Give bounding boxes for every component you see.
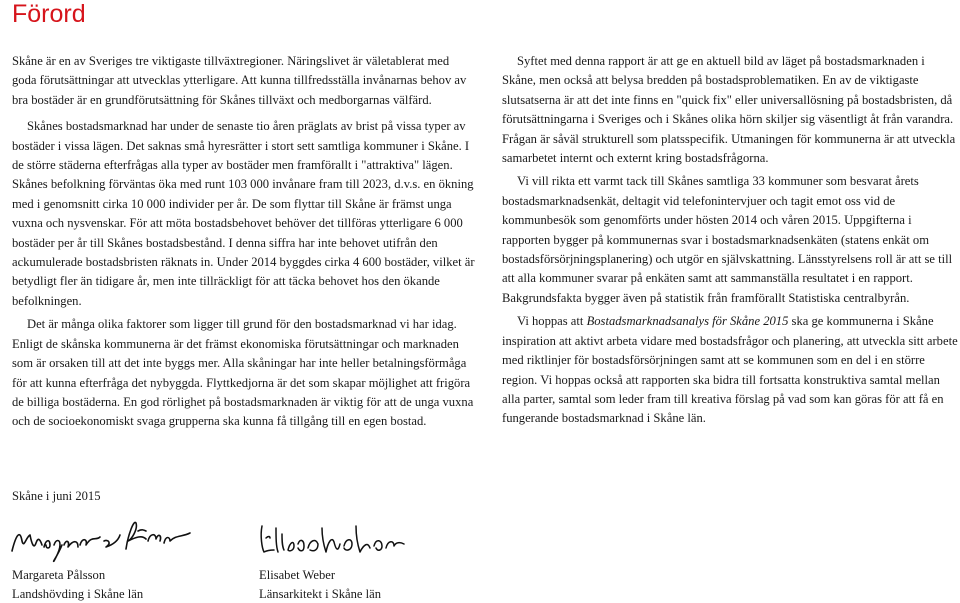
signer-block-1 bbox=[12, 566, 143, 603]
signature-margareta-palsson bbox=[8, 515, 193, 565]
report-title-italic: Bostadsmarknadsanalys för Skåne 2015 bbox=[586, 314, 789, 329]
signer-role: Landshövding i Skåne län bbox=[12, 586, 144, 601]
paragraph-factors: Det är många olika faktorer som ligger till grund för den bostadsmarknad vi har idag. Enligt de skånska kommunerna är det främst ekonomiska förutsättningar och marknaden som är orsaken till att det inte byggs mer. Alla skåningar har inte heller betalningsförmåga för att kunna efterfråga det nybyggda. Flyttkedjorna är det som skapar möjlighet att frigöra de billiga bostäderna. En god rörlighet på bostadsmarknaden är viktig för att de unga vuxna och de socioekonomiskt svaga grupperna ska kunna få tillgång till en egen bostad. bbox=[12, 317, 474, 429]
page-title: Förord bbox=[12, 0, 86, 28]
place-and-date: Skåne i juni 2015 bbox=[12, 489, 101, 503]
signer-block-2 bbox=[259, 566, 381, 603]
paragraph-housing-market: Skånes bostadsmarknad har under de senaste tio åren präglats av brist på vissa typer av bostäder i vissa lägen. Det saknas små hyresrätter i stort sett samtliga kommuner i Skåne. I de större städerna efterfrågas alla typer av bostäder men framförallt i "attraktiva" lägen. Skånes befolkning förväntas öka med runt 103 000 invånare fram till 2023, d.v.s. en ökning med i genomsnitt cirka 10 000 individer per år. De som flyttar till Skåne är främst unga vuxna och nysvenskar. För att möta bostadsbehovet behöver det tillföras ytterligare 6 000 bostäder per år till Skånes bostadsbestånd. I denna siffra har inte behovet utifrån den ackumulerade bostadsbristen räknats in. Under 2014 byggdes cirka 4 600 bostäder, vilket är betydligt fler än tidigare år, men inte tillräckligt för att täcka behovet hos den ökande befolkningen. bbox=[12, 119, 475, 308]
paragraph-intro: Skåne är en av Sveriges tre viktigaste tillväxtregioner. Näringslivet är väletablerat med goda förutsättningar att utvecklas ytterligare. Att kunna tillfredsställa invånarnas behov av bra bostäder är en grundförutsättning för Skånes tillväxt och medborgarnas välfärd. bbox=[12, 54, 467, 107]
hope-text-end: ska ge kommunerna i Skåne inspiration att aktivt arbeta vidare med bostadsfrågor och planering, att utveckla sitt arbete med riktlinjer för bostadsförsörjningen samt att se kommunen som en del i en större region. Vi hoppas också att rapporten ska bidra till fortsatta konstruktiva samtal mellan alla parter, samtal som leder fram till kreativa förslag på vad som kan göras för att få en fungerande bostadsmarknad i Skåne län. bbox=[502, 314, 958, 426]
signer-role: Länsarkitekt i Skåne län bbox=[259, 586, 382, 601]
signer-name: Elisabet Weber bbox=[259, 568, 336, 582]
paragraph-hope bbox=[502, 312, 958, 428]
right-column bbox=[502, 52, 958, 429]
signer-name: Margareta Pålsson bbox=[12, 568, 106, 582]
hope-text-start: Vi hoppas att bbox=[517, 314, 587, 329]
signature-elisabet-weber bbox=[258, 520, 410, 562]
paragraph-thanks: Vi vill rikta ett varmt tack till Skånes samtliga 33 kommuner som besvarat årets bostadsmarknadsenkät, deltagit vid telefonintervjuer och tagit emot oss vid de kommunbesök som genomförts under hösten 2014 och våren 2015. Uppgifterna i rapporten bygger på kommunernas svar i bostadsmarknadsenkäten (statens enkät om bostadsförsörjningsplanering) och utgör en självskattning. Länsstyrelsens roll är att se till att alla kommuner svarar på enkäten samt att sammanställa resultatet i en rapport. Bakgrundsfakta bygger även på statistik från framförallt Statistiska centralbyrån. bbox=[502, 174, 953, 305]
paragraph-purpose: Syftet med denna rapport är att ge en aktuell bild av läget på bostadsmarknaden i Skåne, men också att belysa bredden på bostadsproblematiken. En av de viktigaste slutsatserna är att det inte finns en "quick fix" eller universallösning på bostadsbristen, då förutsättningarna i Sveriges och i Skånes olika hörn skiljer sig väsentligt åt från varandra. Frågan är såväl strukturell som platsspecifik. Utmaningen för kommunerna är att utveckla samarbetet internt och externt kring bostadsfrågorna. bbox=[502, 54, 956, 166]
left-column bbox=[12, 52, 476, 432]
